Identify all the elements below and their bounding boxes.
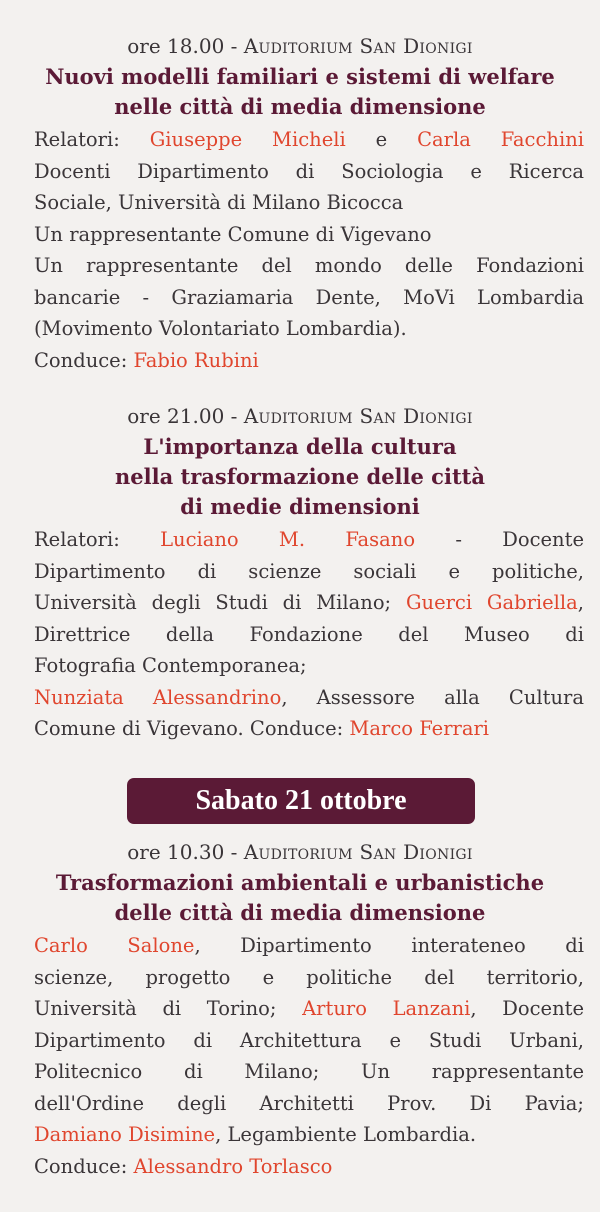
speaker-name: Carla Facchini: [417, 128, 584, 151]
speaker-name: Giuseppe Micheli: [149, 128, 346, 151]
speaker-name: Carlo Salone: [34, 934, 195, 957]
moderator-name: Alessandro Torlasco: [133, 1154, 333, 1178]
session-1-title: Nuovi modelli familiari e sistemi di welfare nelle città di media dimensione: [45, 64, 555, 119]
session-2-time: ore 21.00 - Auditorium San Dionigi: [127, 404, 473, 428]
moderator-name: Marco Ferrari: [349, 717, 490, 740]
session-1-body: Relatori: Giuseppe Micheli e Carla Facchini Docenti Dipartimento di Sociologia e Ricerca Sociale, Università di Milano Bicocca Un rappresentante Comune di Vigevano Un rappresentante del mondo delle Fondazioni bancarie - Graziamaria Dente, MoVi Lombardia (Movimento Volontariato Lombardia). Conduce: Fabio Rubini: [34, 124, 584, 376]
session-1-conduce: Conduce: Fabio Rubini: [34, 348, 259, 372]
session-3-body: Carlo Salone, Dipartimento interateneo di scienze, progetto e politiche del territorio, Università di Torino; Arturo Lanzani, Docente Dipartimento di Architettura e Studi Urbani, Politecnico di Milano; Un rappresentante dell'Ordine degli Architetti Prov. Di Pavia; Damiano Disimine, Legambiente Lombardia. Conduce: Alessandro Torlasco: [34, 930, 584, 1182]
speaker-name: Damiano Disimine: [34, 1123, 216, 1146]
session-2-venue: Auditorium San Dionigi: [243, 404, 473, 428]
session-2: [0, 404, 600, 745]
moderator-name: Fabio Rubini: [133, 348, 259, 372]
session-3-venue: Auditorium San Dionigi: [243, 840, 473, 864]
session-3-title: Trasformazioni ambientali e urbanistiche delle città di media dimensione: [55, 870, 545, 925]
session-2-title: L'importanza della cultura nella trasformazione delle città di medie dimensioni: [115, 434, 485, 519]
session-1-time: ore 18.00 - Auditorium San Dionigi: [127, 34, 473, 58]
session-1-relatori: Relatori: Giuseppe Micheli e Carla Facchini: [34, 128, 584, 151]
speaker-name: Guerci Gabriella: [405, 591, 578, 614]
session-1: [0, 34, 600, 376]
session-3: [0, 840, 600, 1182]
session-3-conduce: Conduce: Alessandro Torlasco: [34, 1154, 333, 1178]
session-3-time: ore 10.30 - Auditorium San Dionigi: [127, 840, 473, 864]
session-2-relatori: Relatori: Luciano M. Fasano - Docente: [34, 528, 584, 551]
session-1-venue: Auditorium San Dionigi: [243, 34, 473, 58]
day-banner: Sabato 21 ottobre: [127, 778, 475, 824]
speaker-name: Nunziata Alessandrino: [34, 685, 282, 709]
speaker-name: Arturo Lanzani: [302, 997, 471, 1020]
speaker-name: Luciano M. Fasano: [160, 528, 416, 551]
session-2-body: Relatori: Luciano M. Fasano - Docente Dipartimento di scienze sociali e politiche, Università degli Studi di Milano; Guerci Gabriella, Direttrice della Fondazione del Museo di Fotografia Contemporanea; Nunziata Alessandrino, Assessore alla Cultura Comune di Vigevano. Conduce: Marco Ferrari: [34, 524, 584, 745]
